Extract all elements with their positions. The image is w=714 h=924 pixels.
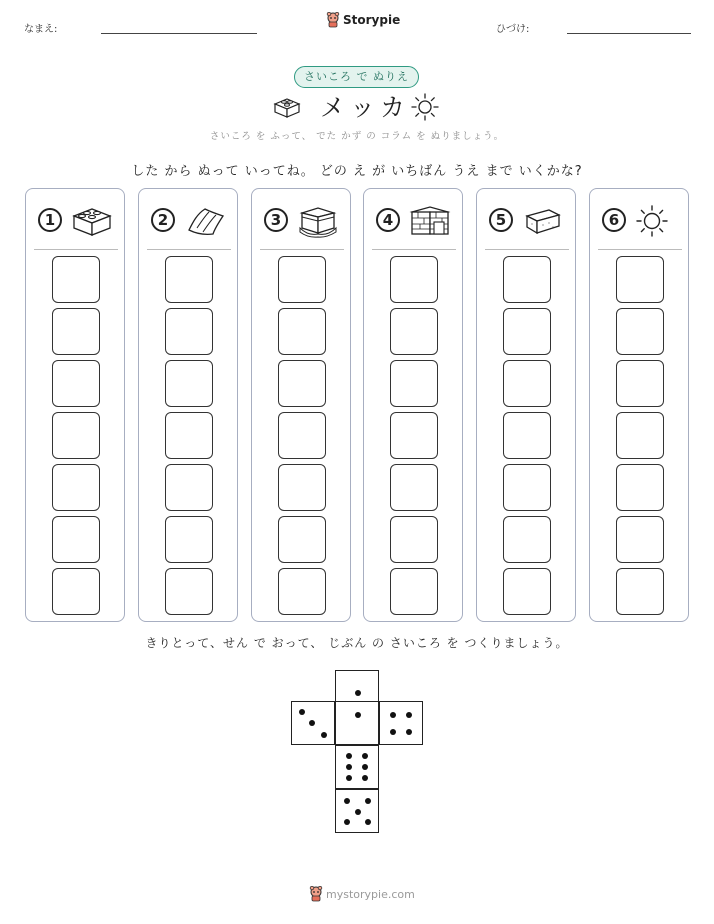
- coloring-cell[interactable]: [165, 256, 213, 303]
- coloring-cell[interactable]: [278, 360, 326, 407]
- die-pip: [406, 712, 412, 718]
- coloring-cell[interactable]: [616, 516, 664, 563]
- instruction-text: した から ぬって いってね。 どの え が いちばん うえ まで いくかな?: [131, 164, 583, 179]
- cut-instruction: きりとって、せん で おって、 じぶん の さいころ を つくりましょう。: [145, 636, 569, 650]
- column-number: 1: [38, 208, 62, 232]
- die-face-left: [291, 701, 335, 745]
- page-title: メッカ: [320, 93, 411, 122]
- column-number: 6: [602, 208, 626, 232]
- coloring-cell[interactable]: [503, 516, 551, 563]
- cloth-drape-icon: [183, 204, 227, 238]
- die-pip: [362, 775, 368, 781]
- coloring-cell[interactable]: [52, 412, 100, 459]
- stone-building-icon: [408, 204, 452, 238]
- die-pip: [355, 690, 361, 696]
- die-pip: [355, 809, 361, 815]
- die-pip: [346, 764, 352, 770]
- subtitle: さいころ を ふって、 でた かず の コラム を ぬりましょう。: [209, 131, 505, 142]
- coloring-cell[interactable]: [165, 516, 213, 563]
- die-pip: [344, 798, 350, 804]
- kaaba-icon: [296, 204, 340, 238]
- coloring-cell[interactable]: [390, 516, 438, 563]
- coloring-cell[interactable]: [52, 464, 100, 511]
- column-number: 4: [376, 208, 400, 232]
- footer-url: mystorypie.com: [326, 887, 415, 901]
- column-divider: [485, 249, 569, 250]
- coloring-cell[interactable]: [165, 464, 213, 511]
- column-5: [476, 188, 576, 622]
- coloring-cell[interactable]: [503, 568, 551, 615]
- date-line: [567, 33, 691, 34]
- die-pip: [362, 753, 368, 759]
- coloring-cell[interactable]: [52, 256, 100, 303]
- sun-icon: [410, 92, 440, 122]
- coloring-cell[interactable]: [616, 568, 664, 615]
- coloring-cell[interactable]: [503, 256, 551, 303]
- coloring-cell[interactable]: [390, 412, 438, 459]
- die-pip: [299, 709, 305, 715]
- coloring-cell[interactable]: [616, 464, 664, 511]
- column-number: 5: [489, 208, 513, 232]
- column-6: [589, 188, 689, 622]
- die-face-bottom: [335, 745, 379, 789]
- brand-name: Storypie: [343, 13, 401, 27]
- storypie-mascot-icon: [309, 886, 323, 902]
- column-divider: [598, 249, 682, 250]
- die-pip: [346, 753, 352, 759]
- coloring-cell[interactable]: [52, 308, 100, 355]
- lego-brick-icon: [70, 204, 114, 238]
- coloring-cell[interactable]: [390, 360, 438, 407]
- die-pip: [365, 798, 371, 804]
- coloring-cell[interactable]: [52, 568, 100, 615]
- coloring-cell[interactable]: [390, 256, 438, 303]
- coloring-cell[interactable]: [165, 308, 213, 355]
- coloring-cell[interactable]: [503, 360, 551, 407]
- column-4: [363, 188, 463, 622]
- footer: [309, 886, 415, 902]
- die-pip: [321, 732, 327, 738]
- coloring-cell[interactable]: [278, 308, 326, 355]
- die-face-base: [335, 789, 379, 833]
- column-number: 3: [264, 208, 288, 232]
- activity-badge: さいころ で ぬりえ: [294, 66, 419, 88]
- column-divider: [372, 249, 456, 250]
- column-divider: [260, 249, 344, 250]
- column-divider: [147, 249, 231, 250]
- coloring-cell[interactable]: [503, 464, 551, 511]
- die-pip: [365, 819, 371, 825]
- die-pip: [406, 729, 412, 735]
- stone-block-icon: [521, 204, 565, 238]
- coloring-cell[interactable]: [278, 464, 326, 511]
- coloring-cell[interactable]: [390, 568, 438, 615]
- die-pip: [362, 764, 368, 770]
- column-1: [25, 188, 125, 622]
- coloring-cell[interactable]: [390, 308, 438, 355]
- coloring-cell[interactable]: [503, 308, 551, 355]
- coloring-cell[interactable]: [165, 568, 213, 615]
- sun-icon: [634, 204, 674, 238]
- name-line: [101, 33, 257, 34]
- coloring-cell[interactable]: [52, 516, 100, 563]
- die-pip: [346, 775, 352, 781]
- coloring-cell[interactable]: [616, 308, 664, 355]
- storypie-mascot-icon: [326, 12, 340, 28]
- die-pip: [355, 712, 361, 718]
- lego-brick-icon: [272, 95, 302, 119]
- coloring-cell[interactable]: [165, 412, 213, 459]
- column-3: [251, 188, 351, 622]
- coloring-cell[interactable]: [616, 360, 664, 407]
- column-2: [138, 188, 238, 622]
- die-face-center: [335, 701, 379, 745]
- column-divider: [34, 249, 118, 250]
- coloring-cell[interactable]: [278, 568, 326, 615]
- column-number: 2: [151, 208, 175, 232]
- name-label: なまえ:: [24, 24, 58, 35]
- coloring-cell[interactable]: [278, 516, 326, 563]
- coloring-cell[interactable]: [52, 360, 100, 407]
- die-pip: [390, 712, 396, 718]
- coloring-cell[interactable]: [165, 360, 213, 407]
- brand-logo: [326, 12, 400, 28]
- coloring-cell[interactable]: [278, 256, 326, 303]
- die-pip: [344, 819, 350, 825]
- coloring-cell[interactable]: [278, 412, 326, 459]
- die-pip: [390, 729, 396, 735]
- die-pip: [309, 720, 315, 726]
- coloring-cell[interactable]: [390, 464, 438, 511]
- date-label: ひづけ:: [496, 24, 530, 35]
- coloring-cell[interactable]: [616, 256, 664, 303]
- coloring-cell[interactable]: [503, 412, 551, 459]
- coloring-cell[interactable]: [616, 412, 664, 459]
- die-face-right: [379, 701, 423, 745]
